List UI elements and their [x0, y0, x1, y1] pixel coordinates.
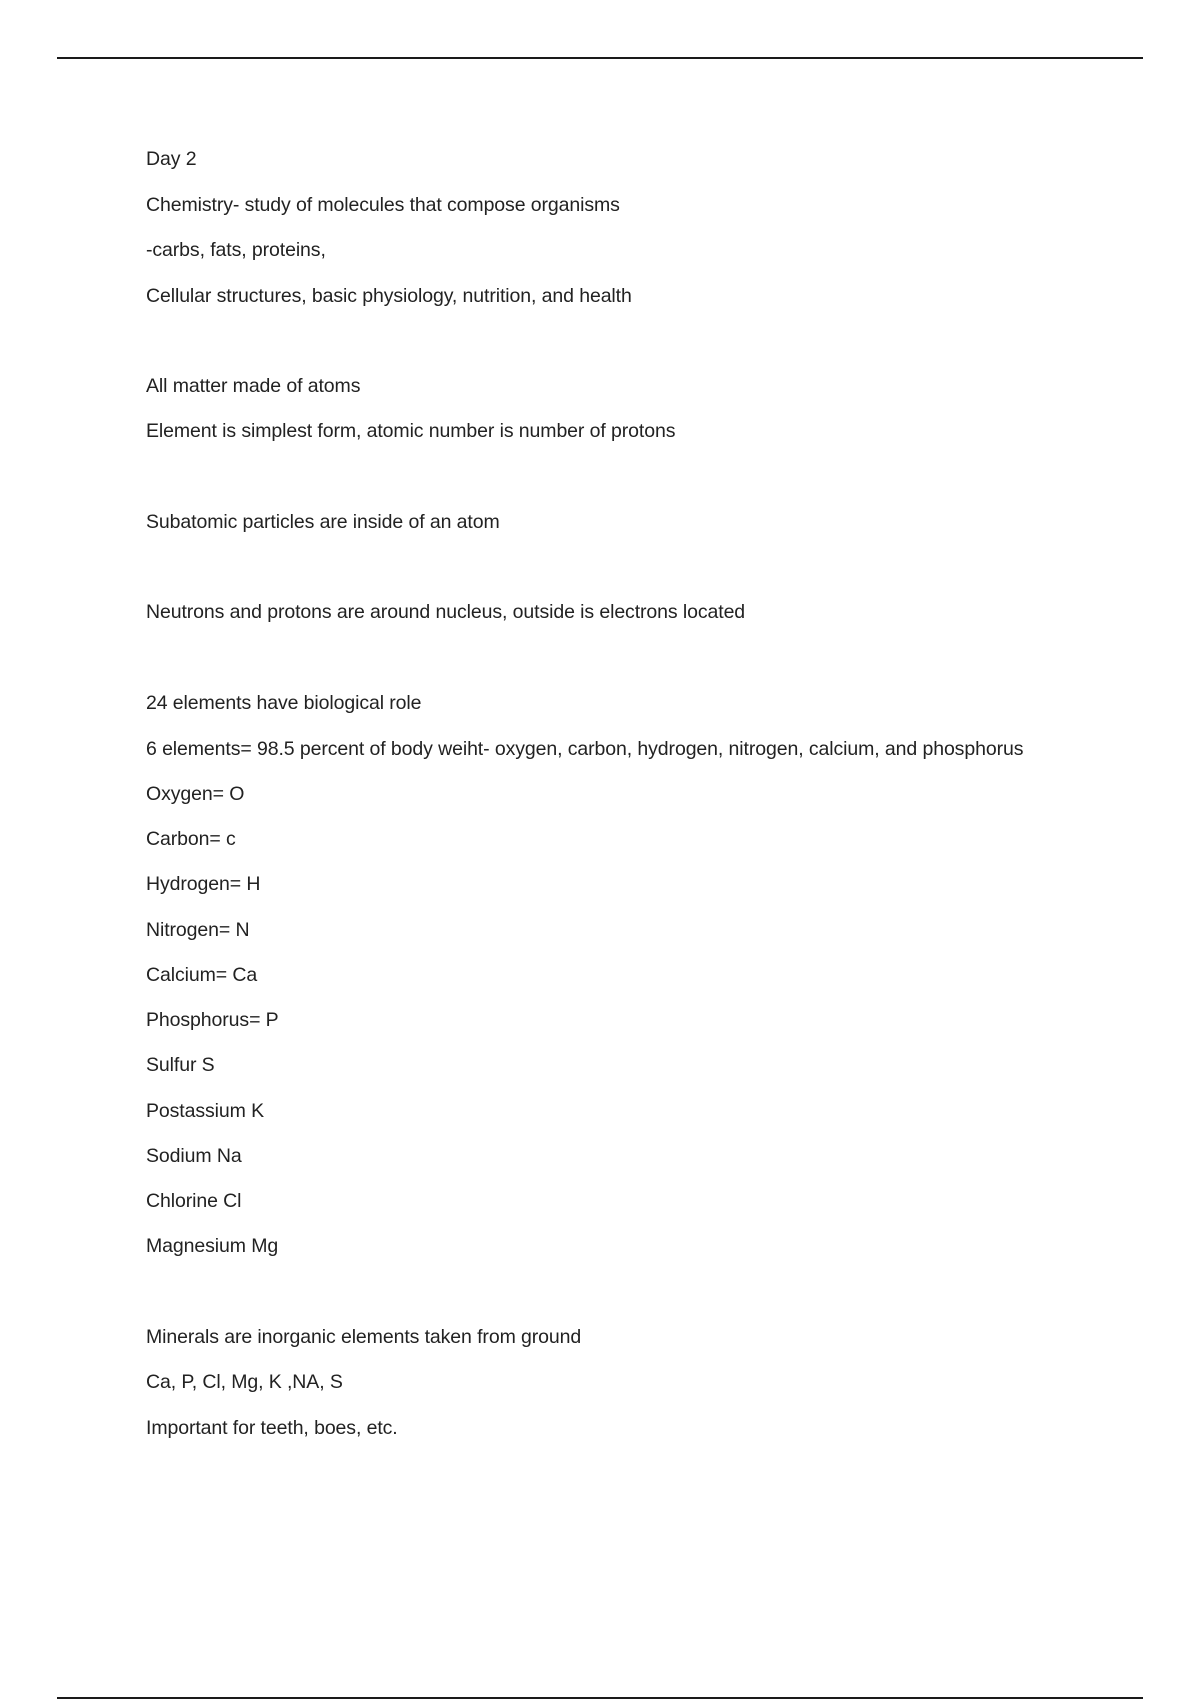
text-line: Nitrogen= N — [146, 919, 250, 941]
text-line: Chlorine Cl — [146, 1190, 242, 1212]
page-title: Day 2 — [146, 148, 197, 170]
text-line: Sodium Na — [146, 1145, 242, 1167]
text-line: Important for teeth, boes, etc. — [146, 1417, 398, 1439]
text-line: 6 elements= 98.5 percent of body weiht- oxygen, carbon, hydrogen, nitrogen, calcium, and phosphorus — [146, 738, 1024, 760]
text-line: Carbon= c — [146, 828, 236, 850]
text-line: Ca, P, Cl, Mg, K ,NA, S — [146, 1371, 343, 1393]
text-line: Cellular structures, basic physiology, nutrition, and health — [146, 285, 632, 307]
text-line: -carbs, fats, proteins, — [146, 239, 326, 261]
text-line: Calcium= Ca — [146, 964, 258, 986]
text-line: Phosphorus= P — [146, 1009, 279, 1031]
text-line: Minerals are inorganic elements taken from ground — [146, 1326, 582, 1348]
text-line: Chemistry- study of molecules that compose organisms — [146, 194, 620, 216]
text-line: All matter made of atoms — [146, 375, 361, 397]
text-line: Magnesium Mg — [146, 1235, 279, 1257]
text-line: Postassium K — [146, 1100, 265, 1122]
text-line: Element is simplest form, atomic number is number of protons — [146, 420, 676, 442]
text-line: Oxygen= O — [146, 783, 245, 805]
text-line: Hydrogen= H — [146, 873, 261, 895]
text-line: Subatomic particles are inside of an atom — [146, 511, 500, 533]
header-rule — [57, 57, 1143, 59]
text-line: Neutrons and protons are around nucleus, outside is electrons located — [146, 601, 746, 623]
text-line: 24 elements have biological role — [146, 692, 422, 714]
text-line: Sulfur S — [146, 1054, 215, 1076]
footer-rule — [57, 1697, 1143, 1699]
